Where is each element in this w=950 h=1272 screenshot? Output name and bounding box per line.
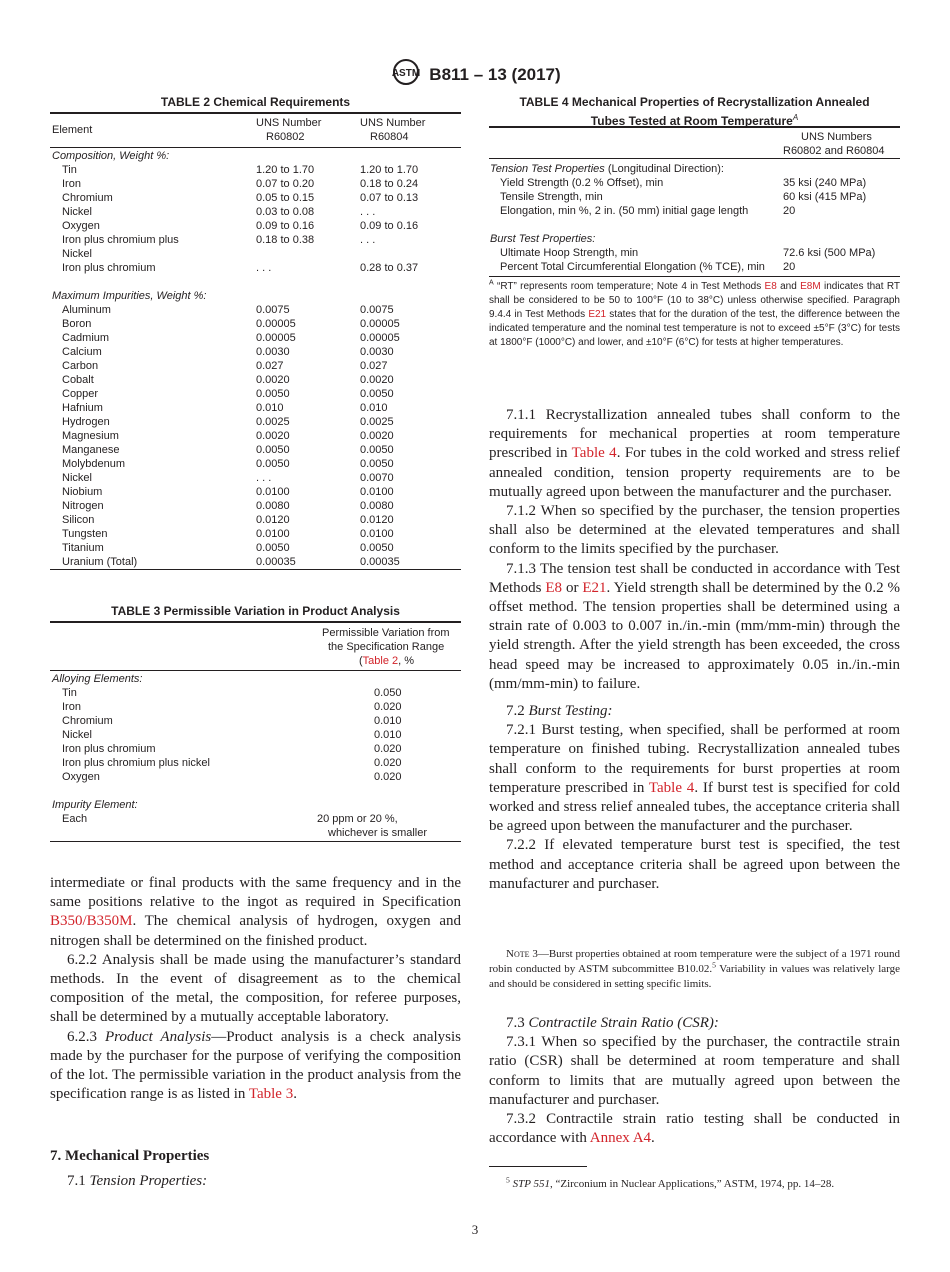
element-name: Nickel (62, 472, 92, 484)
paragraph (50, 1028, 461, 1105)
divider (50, 670, 461, 671)
variation-value-2: whichever is smaller (328, 827, 428, 839)
value-r60802: 1.20 to 1.70 (256, 164, 315, 176)
element-name: Nitrogen (62, 500, 104, 512)
col-header-uns2: UNS Number (360, 117, 426, 129)
value-r60804: 0.0050 (360, 458, 394, 470)
value-r60804: 0.010 (360, 402, 388, 414)
element-name: Nickel (62, 248, 92, 260)
element-name: Copper (62, 388, 99, 400)
section-label: Burst Test Properties: (490, 233, 596, 245)
element-name: Tungsten (62, 528, 108, 540)
text-run: 7.3 (506, 1015, 529, 1031)
table4-footnote (489, 280, 900, 350)
variation-value: 0.010 (374, 729, 402, 741)
element-name: Manganese (62, 444, 120, 456)
table3-title: TABLE 3 Permissible Variation in Product Analysis (111, 604, 400, 618)
variation-value: 20 ppm or 20 %, (317, 813, 398, 825)
section-heading: 7. Mechanical Properties (50, 1148, 210, 1164)
value-r60802: 0.0020 (256, 374, 290, 386)
text-run: , “Zirconium in Nuclear Applications,” ASTM, 1974, pp. 14–28. (549, 1178, 835, 1190)
element-name: Chromium (62, 192, 113, 204)
value-r60802: . . . (256, 472, 272, 484)
value-r60804: 0.0100 (360, 528, 394, 540)
divider (50, 147, 461, 148)
text-run: . (293, 1086, 297, 1103)
paragraph (489, 406, 900, 502)
text-run: Contractile Strain Ratio (CSR): (528, 1015, 719, 1031)
text-run: . The chemical analysis of hydrogen, oxygen and nitrogen shall be determined on the finished product. (50, 913, 461, 949)
element-name: Titanium (62, 542, 104, 554)
reference-link[interactable]: Table 4 (571, 445, 617, 462)
element-name: Calcium (62, 346, 102, 358)
element-name: Iron plus chromium (62, 743, 156, 755)
footnote-divider (489, 1166, 587, 1167)
left-body-text (50, 874, 461, 1104)
value-r60804: 0.18 to 0.24 (360, 178, 419, 190)
svg-text:ASTM: ASTM (392, 68, 421, 79)
value-r60802: 0.07 to 0.20 (256, 178, 315, 190)
paragraph (50, 874, 461, 951)
text-run: 7.1.3 The tension test shall be conducted in accordance with Test Methods (489, 560, 900, 596)
section-label: Composition, Weight %: (52, 150, 170, 162)
value-r60802: 0.03 to 0.08 (256, 206, 315, 218)
divider (50, 112, 461, 114)
text-run: states that for the duration of the test, the difference between the indicated temperature and the nominal test temperature is not to exceed ±5°F (3°C) for tests at 1800°F (1000°C) and lower, and ±10°F (6°C) for tests at higher temperatures. (489, 309, 900, 348)
section-subtitle: (Longitudinal Direction): (604, 163, 724, 175)
superscript: 5 (506, 1175, 510, 1185)
element-name: Aluminum (62, 304, 111, 316)
value-r60804: . . . (360, 234, 376, 246)
reference-link[interactable]: B350/B350M (50, 913, 133, 930)
value-r60804: . . . (360, 206, 376, 218)
paragraph (489, 502, 900, 560)
value-r60804: 0.0030 (360, 346, 394, 358)
text-run: and (776, 281, 801, 292)
paragraph-7-1 (67, 1173, 207, 1190)
text-run: 7.2 (506, 703, 529, 720)
reference-link[interactable]: E21 (588, 309, 607, 320)
text-run: Note (506, 948, 530, 960)
value-r60802: 0.00035 (256, 556, 296, 568)
text-run: or (562, 579, 583, 596)
superscript: A (489, 279, 494, 287)
value-r60804: 0.00005 (360, 318, 400, 330)
paragraph (489, 1110, 900, 1148)
element-name: Iron plus chromium plus nickel (62, 757, 210, 769)
element-name: Chromium (62, 715, 113, 727)
para-title: Tension Properties: (89, 1173, 208, 1189)
value-r60804: 0.0050 (360, 444, 394, 456)
paragraph (489, 836, 900, 894)
text-run: indicates that RT shall be considered to be 50 to 100°F (10 to 38°C) unless otherwise specified. Paragraph 9.4.4 in Test Methods (489, 281, 900, 320)
property-value: 35 ksi (240 MPa) (783, 177, 867, 189)
value-r60804: 0.0020 (360, 430, 394, 442)
col-header-uns2-code: R60804 (370, 131, 409, 143)
text-run: 7.1.2 When so specified by the purchaser, the tension properties shall also be determined at the elevated temperatures and shall conform to the limits specified by the purchaser. (489, 503, 900, 558)
value-r60802: 0.0030 (256, 346, 290, 358)
text-run: —Product analysis is a check analysis made by the purchaser for the purpose of verifying the composition of the lot. The permissible variation in the product analysis from the specification range is as listed in (50, 1028, 462, 1103)
element-name: Iron plus chromium (62, 262, 156, 274)
value-r60804: 0.0070 (360, 472, 394, 484)
value-r60804: 0.0075 (360, 304, 394, 316)
property-name: Ultimate Hoop Strength, min (500, 247, 639, 259)
text-run: intermediate or final products with the same frequency and in the same positions relative to the ingot as required in Specification (50, 875, 461, 911)
property-value: 20 (783, 205, 796, 217)
value-r60802: 0.027 (256, 360, 284, 372)
value-r60802: . . . (256, 262, 272, 274)
paragraph (50, 951, 461, 1028)
note-3 (489, 947, 900, 992)
col-header-uns1: UNS Number (256, 117, 322, 129)
reference-link[interactable]: E8 (545, 579, 563, 596)
variation-value: 0.050 (374, 687, 402, 699)
element-name: Cadmium (62, 332, 110, 344)
value-r60804: 0.0100 (360, 486, 394, 498)
text-run: . If burst test is specified for cold worked and stress relief annealed tubes, the acceptance criteria shall be agreed upon between the manufacturer and the purchaser. (489, 779, 900, 835)
value-r60802: 0.0100 (256, 528, 290, 540)
element-name: Oxygen (62, 771, 100, 783)
page-header (0, 58, 950, 86)
element-name: Uranium (Total) (62, 556, 138, 568)
footnote-5 (506, 1175, 835, 1190)
property-value: 20 (783, 261, 796, 273)
para-number: 7.1 (67, 1173, 90, 1189)
value-r60802: 0.0050 (256, 458, 290, 470)
value-r60804: 0.0050 (360, 388, 394, 400)
value-r60802: 0.18 to 0.38 (256, 234, 315, 246)
section-title: Tension Test Properties (490, 163, 605, 175)
section-label: Alloying Elements: (52, 673, 143, 685)
value-r60802: 0.09 to 0.16 (256, 220, 315, 232)
section-label: Maximum Impurities, Weight %: (52, 290, 207, 302)
value-r60802: 0.0020 (256, 430, 290, 442)
paragraph (489, 702, 900, 721)
value-r60802: 0.010 (256, 402, 284, 414)
value-r60804: 0.0120 (360, 514, 394, 526)
value-r60802: 0.0080 (256, 500, 290, 512)
value-r60802: 0.0050 (256, 542, 290, 554)
element-name: Cobalt (62, 374, 94, 386)
property-name: Elongation, min %, 2 in. (50 mm) initial gage length (500, 205, 749, 217)
variation-value: 0.020 (374, 701, 402, 713)
variation-value: 0.020 (374, 743, 402, 755)
element-name: Hafnium (62, 402, 103, 414)
col-header-element: Element (52, 124, 93, 136)
element-name: Tin (62, 687, 77, 699)
element-name: Magnesium (62, 430, 119, 442)
page-number: 3 (471, 1222, 479, 1237)
value-r60804: 0.0050 (360, 542, 394, 554)
value-r60804: 0.0080 (360, 500, 394, 512)
reference-link[interactable]: E8M (800, 281, 821, 292)
element-name: Oxygen (62, 220, 100, 232)
divider (489, 126, 900, 128)
text-run: 6.2.2 Analysis shall be made using the manufacturer’s standard methods. In the event of disagreement as to the chemical composition of the metal, the composition, for referee purposes, shall be determined by a mutually acceptable laboratory. (50, 951, 461, 1026)
designation: B811 – 13 (2017) (429, 65, 561, 84)
table4-title (489, 95, 900, 129)
reference-link[interactable]: E8 (764, 281, 777, 292)
text-run: 3—Burst properties obtained at room temperature were the subject of a 1971 round robin conducted by ASTM subcommittee B10.02. (489, 948, 900, 975)
element-name: Hydrogen (62, 416, 110, 428)
value-r60804: 1.20 to 1.70 (360, 164, 419, 176)
paragraph (489, 721, 900, 836)
variation-value: 0.020 (374, 757, 402, 769)
paragraph (489, 1014, 900, 1033)
text-run: 7.3.1 When so specified by the purchaser, the contractile strain ratio (CSR) shall be determined at room temperature and shall conform to limits that are mutually agreed upon between the manufacturer and purchaser. (489, 1034, 900, 1108)
element-name: Iron plus chromium plus (62, 234, 179, 246)
col-header-uns1-code: R60802 (266, 131, 305, 143)
text-run: 7.3.2 Contractile strain ratio testing shall be conducted in accordance with (489, 1111, 900, 1147)
divider (489, 276, 900, 277)
astm-logo-icon (389, 58, 423, 86)
value-r60802: 0.0050 (256, 388, 290, 400)
table2-link[interactable]: Table 2 (362, 655, 399, 667)
property-value: 72.6 ksi (500 MPa) (783, 247, 876, 259)
section-label: Impurity Element: (52, 799, 138, 811)
value-r60802: 0.0075 (256, 304, 290, 316)
element-name: Nickel (62, 206, 92, 218)
text-run: 7.2.1 Burst testing, when specified, shall be performed at room temperature on finished tubing. Recrystallization annealed tubes shall conform to the requirements for burst properties at room temperature prescribed in (489, 722, 900, 796)
divider (50, 569, 461, 570)
text-run: . (651, 1130, 655, 1147)
reference-link[interactable]: E21 (582, 579, 607, 596)
value-r60802: 0.05 to 0.15 (256, 192, 315, 204)
paragraph (489, 560, 900, 694)
col-header-variation-2: the Specification Range (328, 641, 445, 653)
element-name: Nickel (62, 729, 92, 741)
property-name: Yield Strength (0.2 % Offset), min (500, 177, 664, 189)
footnote-ref: A (792, 113, 799, 122)
value-r60804: 0.07 to 0.13 (360, 192, 419, 204)
text-run: 7.2.2 If elevated temperature burst test is specified, the test method and acceptance criteria shall be agreed upon between the manufacturer and purchaser. (489, 837, 900, 892)
text-run: Burst Testing: (528, 703, 613, 720)
value-r60804: 0.0025 (360, 416, 394, 428)
property-name: Tensile Strength, min (500, 191, 603, 203)
title-line1: TABLE 4 Mechanical Properties of Recrystallization Annealed (519, 95, 870, 109)
right-body-text-2 (489, 1014, 900, 1148)
value-r60802: 0.00005 (256, 332, 296, 344)
property-name: Percent Total Circumferential Elongation (% TCE), min (500, 261, 765, 273)
element-name: Boron (62, 318, 92, 330)
col-header-uns: UNS Numbers (801, 131, 872, 143)
property-value: 60 ksi (415 MPa) (783, 191, 867, 203)
element-name: Silicon (62, 514, 95, 526)
element-name: Carbon (62, 360, 99, 372)
right-body-text (489, 406, 900, 894)
title-line2: Tubes Tested at Room Temperature (590, 114, 793, 128)
paragraph (489, 1033, 900, 1110)
element-name: Iron (62, 701, 81, 713)
col-header-uns-codes: R60802 and R60804 (783, 145, 885, 157)
element-name: Molybdenum (62, 458, 125, 470)
text-run: 7.1.1 Recrystallization annealed tubes shall conform to the requirements for mechanical properties at room temperature prescribed in (489, 407, 900, 462)
value-r60804: 0.0020 (360, 374, 394, 386)
col-header-variation-3: (Table 2, % (359, 655, 415, 667)
reference-link[interactable]: Table 4 (648, 779, 695, 796)
table2-title: TABLE 2 Chemical Requirements (160, 95, 351, 109)
variation-value: 0.010 (374, 715, 402, 727)
value-r60804: 0.28 to 0.37 (360, 262, 419, 274)
unit: , % (398, 655, 415, 667)
text-run: Variability in values was relatively large and should be considered in setting specific limits. (489, 963, 900, 990)
text-run: . For tubes in the cold worked and stress relief annealed condition, tension property requirements are to be mutually agreed upon between the manufacturer and the purchaser. (489, 445, 900, 500)
value-r60804: 0.027 (360, 360, 388, 372)
reference-link[interactable]: Table 3 (248, 1086, 294, 1103)
value-r60804: 0.09 to 0.16 (360, 220, 419, 232)
element-name: Iron (62, 178, 81, 190)
col-header-variation: Permissible Variation from (322, 627, 450, 639)
element-name: Niobium (62, 486, 103, 498)
value-r60802: 0.00005 (256, 318, 296, 330)
divider (489, 158, 900, 159)
text-run: Product Analysis (104, 1028, 212, 1045)
value-r60802: 0.0025 (256, 416, 290, 428)
text-run: . Yield strength shall be determined by the 0.2 % offset method. The tension properties shall be determined using a strain rate of 0.003 to 0.007 in./in.-min (mm/mm-min) through the yield strength. After the yield strength has been exceeded, the cross head speed may be increased to approximately 0.05 in./in.-min (mm/mm-min) to failure. (489, 579, 901, 692)
variation-value: 0.020 (374, 771, 402, 783)
value-r60804: 0.00005 (360, 332, 400, 344)
text-run: STP 551 (512, 1178, 550, 1190)
divider (50, 841, 461, 842)
section-tension (490, 162, 724, 176)
text-run: “RT” represents room temperature; Note 4 in Test Methods (493, 281, 765, 292)
element-name: Each (62, 813, 88, 825)
text-run: 6.2.3 (67, 1028, 105, 1045)
element-name: Tin (62, 164, 77, 176)
reference-link[interactable]: Annex A4 (589, 1130, 652, 1147)
superscript: 5 (712, 960, 716, 970)
value-r60802: 0.0050 (256, 444, 290, 456)
value-r60802: 0.0100 (256, 486, 290, 498)
divider (50, 621, 461, 623)
value-r60802: 0.0120 (256, 514, 290, 526)
value-r60804: 0.00035 (360, 556, 400, 568)
